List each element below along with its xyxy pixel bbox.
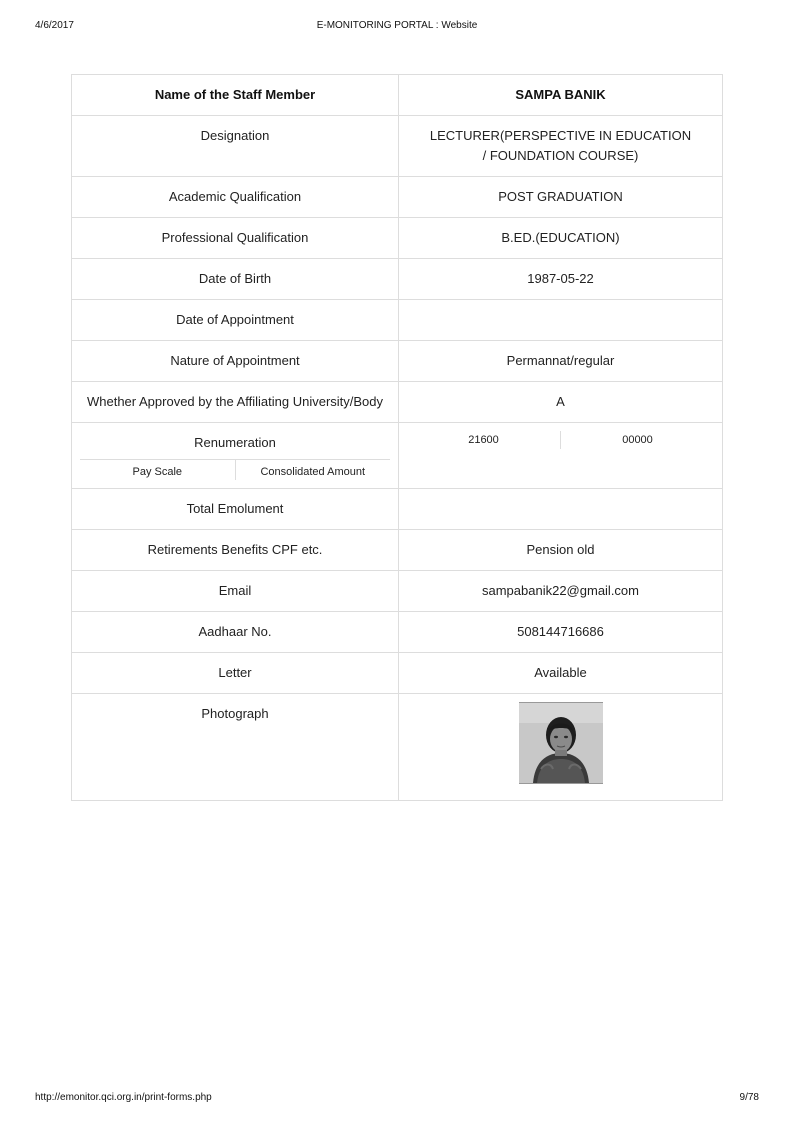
pay-scale-value: 21600 xyxy=(468,434,499,446)
table-row-aadhaar xyxy=(72,612,723,653)
renumeration-subheader xyxy=(80,459,390,480)
print-page-number: 9/78 xyxy=(739,1092,759,1103)
portrait-image xyxy=(519,703,603,783)
professional-label: Professional Qualification xyxy=(72,218,399,259)
total-value xyxy=(399,489,723,530)
table-row-professional xyxy=(72,218,723,259)
table-row-name xyxy=(72,75,723,116)
consolidated-amount-value: 00000 xyxy=(560,431,714,449)
renumeration-value-grid xyxy=(407,431,714,449)
designation-value: LECTURER(PERSPECTIVE IN EDUCATION / FOUNDATION COURSE) xyxy=(399,116,723,177)
nature-label: Nature of Appointment xyxy=(72,341,399,382)
approved-value: A xyxy=(399,382,723,423)
name-value: SAMPA BANIK xyxy=(399,75,723,116)
name-label: Name of the Staff Member xyxy=(72,75,399,116)
retirement-label: Retirements Benefits CPF etc. xyxy=(72,530,399,571)
letter-label: Letter xyxy=(72,653,399,694)
nature-value: Permannat/regular xyxy=(399,341,723,382)
table-row-retirement xyxy=(72,530,723,571)
renumeration-values xyxy=(399,423,723,489)
print-title: E-MONITORING PORTAL : Website xyxy=(316,20,478,31)
table-row-academic xyxy=(72,177,723,218)
doa-label: Date of Appointment xyxy=(72,300,399,341)
letter-value: Available xyxy=(399,653,723,694)
photograph-label: Photograph xyxy=(72,694,399,801)
academic-value: POST GRADUATION xyxy=(399,177,723,218)
staff-details-table xyxy=(71,74,723,801)
table-row-approved xyxy=(72,382,723,423)
academic-label: Academic Qualification xyxy=(72,177,399,218)
table-row-renumeration xyxy=(72,423,723,489)
dob-label: Date of Birth xyxy=(72,259,399,300)
table-row-photograph xyxy=(72,694,723,801)
retirement-value: Pension old xyxy=(399,530,723,571)
table-row-doa xyxy=(72,300,723,341)
print-footer-url: http://emonitor.qci.org.in/print-forms.php xyxy=(35,1092,212,1103)
email-value: sampabanik22@gmail.com xyxy=(399,571,723,612)
consolidated-amount-label: Consolidated Amount xyxy=(235,460,391,480)
aadhaar-label: Aadhaar No. xyxy=(72,612,399,653)
doa-value xyxy=(399,300,723,341)
email-label: Email xyxy=(72,571,399,612)
renumeration-label: Renumeration xyxy=(194,435,276,450)
staff-photograph xyxy=(519,702,603,784)
renumeration-cell xyxy=(72,423,399,489)
professional-value: B.ED.(EDUCATION) xyxy=(399,218,723,259)
dob-value: 1987-05-22 xyxy=(399,259,723,300)
table-row-nature xyxy=(72,341,723,382)
approved-label: Whether Approved by the Affiliating University/Body xyxy=(72,382,399,423)
designation-label: Designation xyxy=(72,116,399,177)
table-row-email xyxy=(72,571,723,612)
pay-scale-label: Pay Scale xyxy=(132,466,183,478)
photograph-cell xyxy=(399,694,723,801)
print-date: 4/6/2017 xyxy=(35,20,74,31)
table-row-letter xyxy=(72,653,723,694)
total-label: Total Emolument xyxy=(72,489,399,530)
table-row-designation xyxy=(72,116,723,177)
table-row-dob xyxy=(72,259,723,300)
aadhaar-value: 508144716686 xyxy=(399,612,723,653)
table-row-total xyxy=(72,489,723,530)
